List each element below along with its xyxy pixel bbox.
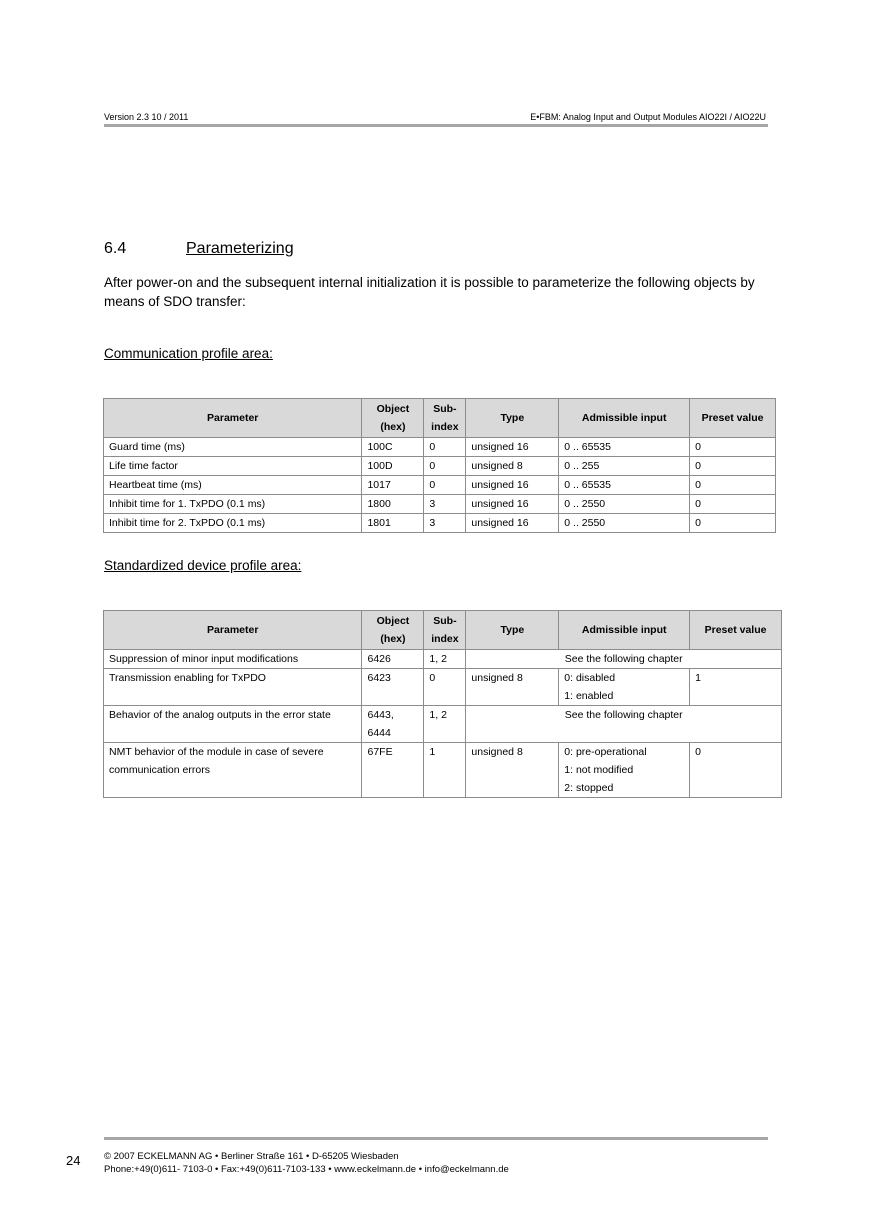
- table-header-row: [104, 611, 782, 650]
- col-preset-value: Preset value: [690, 399, 776, 438]
- footer-contact: Phone:+49(0)611- 7103-0 • Fax:+49(0)611-7103-133 • www.eckelmann.de • info@eckelmann.de: [104, 1164, 509, 1175]
- communication-profile-heading: Communication profile area:: [104, 346, 273, 361]
- table-row: Guard time (ms) 100C 0 unsigned 16 0 .. 65535 0: [104, 438, 776, 457]
- header-version: Version 2.3 10 / 2011: [104, 112, 189, 122]
- col-admissible-input: Admissible input: [559, 611, 690, 650]
- footer-divider: [104, 1137, 768, 1140]
- table-row: Suppression of minor input modifications 6426 1, 2 See the following chapter: [104, 650, 782, 669]
- col-subindex: Sub- index: [424, 399, 466, 438]
- col-parameter: Parameter: [104, 611, 362, 650]
- table-row: Inhibit time for 2. TxPDO (0.1 ms) 1801 3 unsigned 16 0 .. 2550 0: [104, 514, 776, 533]
- col-type: Type: [466, 611, 559, 650]
- table-row: Life time factor 100D 0 unsigned 8 0 .. 255 0: [104, 457, 776, 476]
- device-profile-table: [103, 610, 782, 798]
- header-divider: [104, 124, 768, 127]
- footer-address: © 2007 ECKELMANN AG • Berliner Straße 161 • D-65205 Wiesbaden: [104, 1151, 399, 1162]
- merged-cell: See the following chapter: [466, 706, 782, 743]
- col-object: Object (hex): [362, 611, 424, 650]
- page-number: 24: [66, 1153, 81, 1168]
- section-number: 6.4: [104, 240, 127, 257]
- header-document-title: E•FBM: Analog Input and Output Modules AIO22I / AIO22U: [530, 112, 766, 122]
- col-type: Type: [466, 399, 559, 438]
- table-row: Inhibit time for 1. TxPDO (0.1 ms) 1800 3 unsigned 16 0 .. 2550 0: [104, 495, 776, 514]
- table-row: NMT behavior of the module in case of severe communication errors 67FE 1 unsigned 8 0: pre-operational 1: not modified 2: stopped 0: [104, 743, 782, 798]
- table-row: Heartbeat time (ms) 1017 0 unsigned 16 0 .. 65535 0: [104, 476, 776, 495]
- communication-profile-table: [103, 398, 776, 533]
- intro-paragraph: After power-on and the subsequent internal initialization it is possible to parameterize the following objects by means of SDO transfer:: [104, 275, 755, 309]
- col-admissible-input: Admissible input: [559, 399, 690, 438]
- device-profile-heading: Standardized device profile area:: [104, 558, 302, 573]
- col-subindex: Sub- index: [424, 611, 466, 650]
- merged-cell: See the following chapter: [466, 650, 782, 669]
- table-header-row: [104, 399, 776, 438]
- table-row: Transmission enabling for TxPDO 6423 0 unsigned 8 0: disabled 1: enabled 1: [104, 669, 782, 706]
- col-object: Object (hex): [362, 399, 424, 438]
- col-parameter: Parameter: [104, 399, 362, 438]
- col-preset-value: Preset value: [690, 611, 782, 650]
- section-title: Parameterizing: [186, 240, 294, 257]
- table-row: Behavior of the analog outputs in the error state 6443, 6444 1, 2 See the following chapter: [104, 706, 782, 743]
